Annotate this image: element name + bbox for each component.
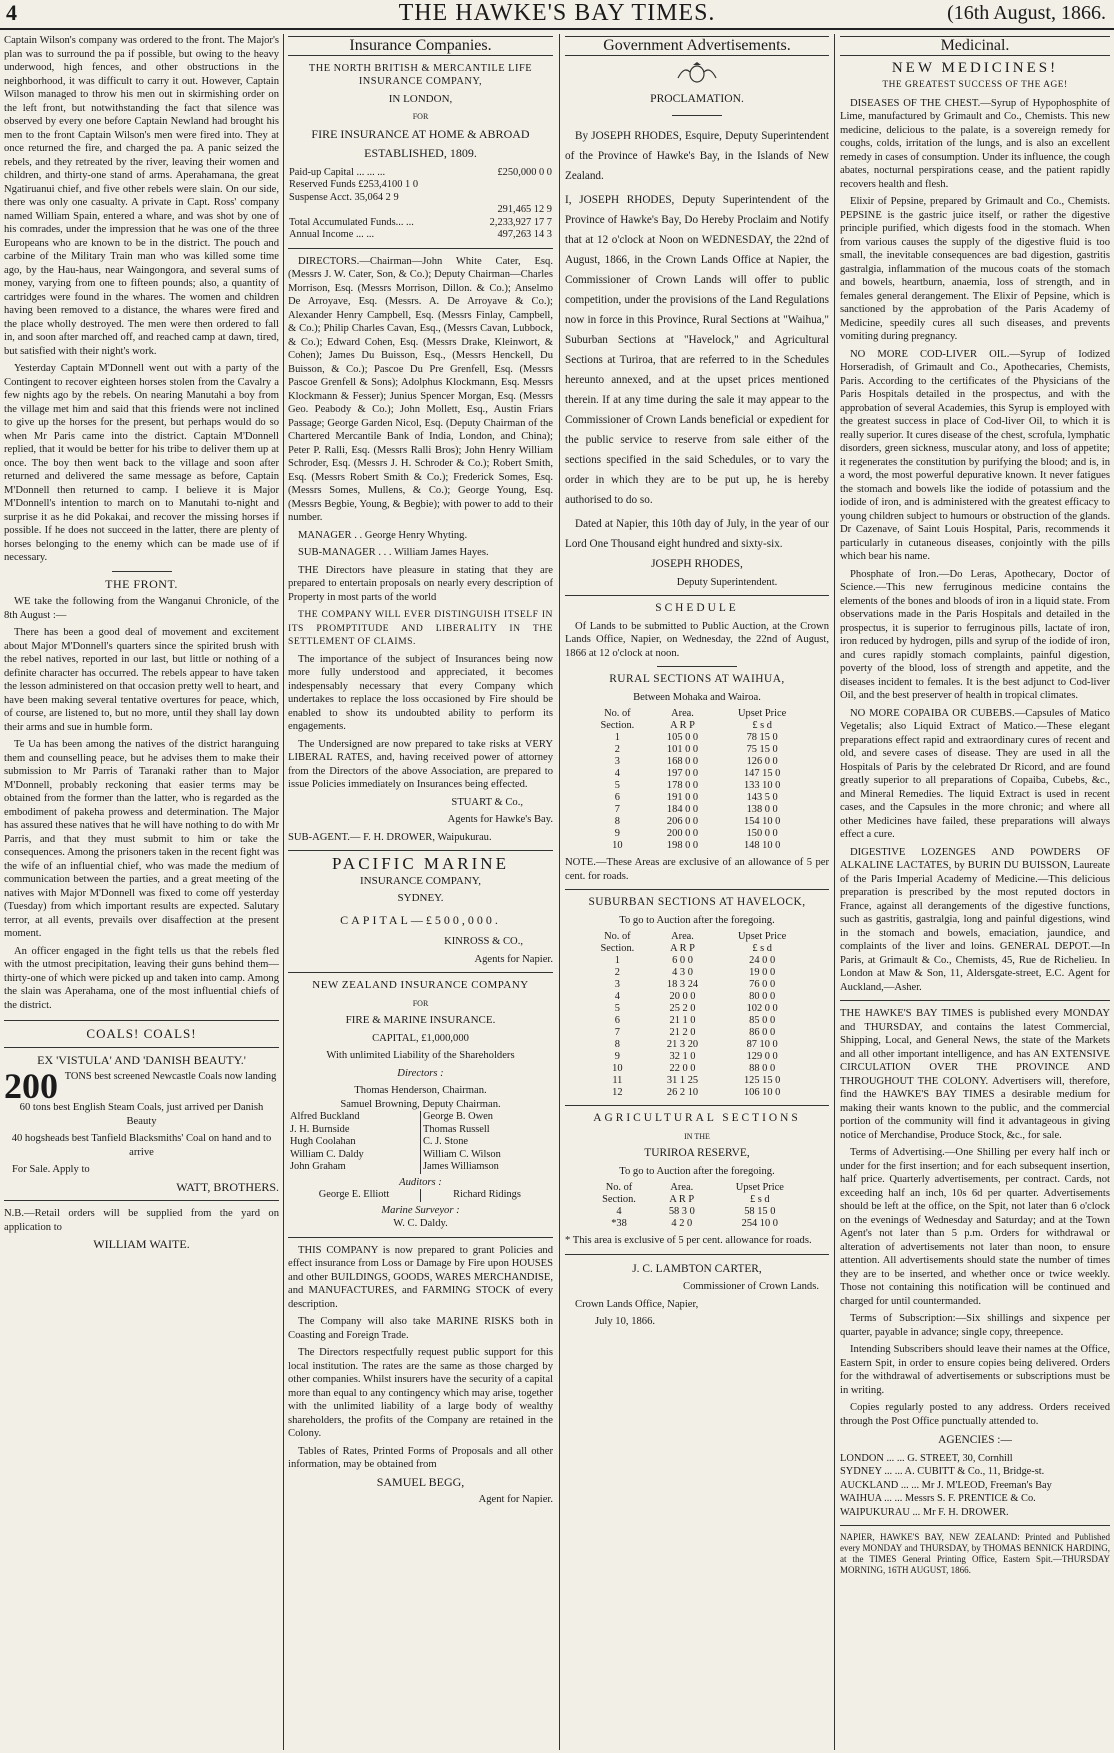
- table-cell: 4: [614, 768, 620, 779]
- director: J. H. Burnside: [290, 1123, 350, 1135]
- agent-detail: Agent for Napier.: [478, 1494, 553, 1505]
- table-cell: 148 10 0: [743, 840, 781, 851]
- table-cell: 20 0 0: [669, 991, 696, 1002]
- fin-value: [466, 192, 553, 205]
- table-cell: 25 2 0: [669, 1003, 696, 1014]
- table-row: [583, 816, 810, 828]
- table-cell: 2: [614, 967, 620, 978]
- ad-rule: [565, 1254, 829, 1255]
- table-cell: 197 0 0: [666, 768, 699, 779]
- table-row: [288, 167, 553, 180]
- company-for: FOR: [412, 998, 429, 1008]
- section-divider: [657, 666, 737, 667]
- medicine-paragraph: NO MORE COD-LIVER OIL.—Syrup of Iodized Horseradish, of Grimault and Co., Apothecaries, Chemists, Paris. According to the certificates of the Physicians of the Paris Hospitals detailed in the prospectus, and with the approbation of several Academies, this Syrup is employed with the greatest success in place of Cod-liver Oil, to which it is really superior. It cures disease of the chest, scrofula, lymphatic disorders, green sickness, muscular atony, and loss of appetite; it regenerates the constitution by purifying the blood; and is, in a word, the most powerful depurative known. It never fatigues the stomach and bowels like the iodide of potassium and the iodide of iron, and is administered with the greatest efficacy to young children subject to humours or obstruction of the glands. Dr Cazenave, of Saint Louis Hospital, Paris, recommends it particularly in cutaneous diseases, conjointly with the pills which bear his name.: [840, 348, 1110, 562]
- surveyor: W. C. Daldy.: [393, 1218, 448, 1229]
- table-cell: 80 0 0: [749, 991, 776, 1002]
- table-row: [288, 1161, 553, 1174]
- agency-line: AUCKLAND ... ... Mr J. M'LEOD, Freeman's Bay: [840, 1479, 1052, 1491]
- table-cell: 178 0 0: [666, 780, 699, 791]
- nz-insurance-ad: [288, 979, 553, 1507]
- company-capital: CAPITAL—£500,000.: [340, 912, 501, 927]
- fin-label: [288, 204, 466, 217]
- pacific-marine-ad: [288, 854, 553, 966]
- article-paragraph: Yesterday Captain M'Donnell went out with a party of the Contingent to recover eighteen horses stolen from the Cavalry a few nights ago by the rebels. On nearing Manutahi a boy from the village met him and said that this friends were not inclined to give up the horses for the present, but perhaps would do so when Mr Paris came into the district. Captain M'Donnell replied, that it would be better for his tribe to deliver them up at once. The boy then went back to the village and soon after returned and delivered the same message as before, Captain M'Donnell then returned to camp. I believe it is Major M'Donnell's intention to march on to Manutahi to-night and surprise it as he did Pokakai, and recover the missing horses if possible. If he does not succeed in the latter, there are plenty of horses belonging to the enemy which can be made use of if necessary.: [4, 363, 279, 563]
- news-column: [4, 34, 279, 1750]
- agent-name: KINROSS & CO.,: [444, 936, 523, 947]
- table-row: [288, 179, 553, 192]
- table-cell: 7: [614, 804, 620, 815]
- table-cell: 19 0 0: [749, 967, 776, 978]
- column-divider: [559, 34, 560, 1750]
- rural-heading: RURAL SECTIONS AT WAIHUA,: [609, 673, 785, 685]
- auditor: Richard Ridings: [421, 1189, 554, 1202]
- column-header: A R P: [669, 1194, 695, 1205]
- table-cell: 85 0 0: [749, 1015, 776, 1026]
- agencies-heading: AGENCIES :—: [938, 1434, 1012, 1446]
- table-cell: 106 10 0: [743, 1087, 781, 1098]
- table-cell: 6: [614, 792, 620, 803]
- office-date: July 10, 1866.: [595, 1316, 656, 1327]
- table-cell: 138 0 0: [746, 804, 778, 815]
- rural-subheading: Between Mohaka and Wairoa.: [633, 691, 761, 703]
- fin-value: £250,000 0 0: [497, 166, 552, 178]
- times-paragraph: Copies regularly posted to any address. Orders received through the Post Office punctually attended to.: [840, 1402, 1110, 1427]
- fin-label: Suspense Acct. 35,064 2 9: [289, 191, 399, 203]
- table-cell: 32 1 0: [669, 1051, 696, 1062]
- director: William C. Daldy: [290, 1148, 364, 1160]
- company-name: THE NORTH BRITISH & MERCANTILE LIFE INSURANCE COMPANY,: [308, 62, 533, 87]
- table-cell: 5: [614, 1003, 620, 1014]
- table-row: [583, 1218, 810, 1230]
- table-cell: 191 0 0: [666, 792, 699, 803]
- table-row: [583, 955, 810, 967]
- company-for: FOR: [412, 112, 429, 121]
- schedule-heading: SCHEDULE: [655, 602, 739, 614]
- table-row: [583, 1075, 810, 1087]
- proclamation-signature: JOSEPH RHODES,: [651, 558, 743, 570]
- directors-list: DIRECTORS.—Chairman—John White Cater, Esq. (Messrs J. W. Cater, Son, & Co.); Deputy Chairman—Charles Morrison, Esq. (Messrs Morrison, Dillon. & Co.); Anselmo De Arroyave, Esq. (Messrs. A. De Arroyave & Co.); Alexander Henry Campbell, Esq. (Messrs Finlay, Campbell, & Co.); Philip Charles Cavan, Esq., (Messrs Cavan, Lubbock, & Co.); Edward Cohen, Esq. (Messrs Drake, Kleinwort, & Cohen); James Du Buisson, Esq., (Messrs Henckell, Du Buisson, & Co.); Pascoe Du Pre Grenfell, Esq. (Messrs Pascoe Grenfell & Sons); Adolphus Klockmann, Esq. Messrs Klockmann & Fesser); Junius Spencer Morgan, Esq. (Messrs Geo. Peabody & Co.); John Mollett, Esq., Austin Friars Passage; George Garden Nicol, Esq. (Deputy Chairman of the Chartered Mercantile Bank of India, London, and China); Peter P. Ralli, Esq. (Messrs Ralli Bros); John Henry William Schroder, Esq. (Messrs J. H. Schroder & Co.); Robert Smith, Esq. (Messrs Robert Smith & Co.); Frederick Somes, Esq. (Messrs Somes, Mullens, & Co.); George Young, Esq. (Messrs Begbie, Young, & Begbie); with power to add to their number.: [288, 255, 553, 523]
- section-divider: [672, 115, 722, 116]
- schedule-description: Of Lands to be submitted to Public Auction, at the Crown Lands Office, Napier, on Wednesday, the 22nd of August, 1866 at 12 o'clock at noon.: [565, 620, 829, 659]
- article-paragraph: Te Ua has been among the natives of the district haranguing them and counselling peace, but he advises them to make their submission to Mr Parris of Taranaki rather than to Major M'Donnell, probably reckoning that easier terms may be obtained from the former than the latter, who is regarded as the embodiment of pakeha prowess and determination. The Major has assured these natives that he will have nothing to do with Mr Parris, and that they must submit to him or take the consequences. Among the prisoners taken in the recent fight was the wife of an influential chief, who was made the medium of communication between the parties, and a great meeting of the natives with Major M'Donnell was fixed to come off yesterday (Tuesday) from which important results are expected. Salutary terror, at all events, prevails over disaffection at the present moment.: [4, 739, 279, 939]
- table-row: [288, 1124, 553, 1137]
- subagent-line: SUB-AGENT.— F. H. DROWER, Waipukurau.: [288, 831, 492, 843]
- table-row: [583, 804, 810, 816]
- table-cell: 102 0 0: [746, 1003, 778, 1014]
- proclamation-title: PROCLAMATION.: [650, 91, 744, 105]
- surveyor-heading: Marine Surveyor :: [381, 1204, 460, 1216]
- coals-heading: COALS! COALS!: [86, 1026, 197, 1041]
- column-header: £ s d: [750, 1194, 770, 1205]
- ad-rule: [4, 1047, 279, 1048]
- times-paragraph: Terms of Subscription:—Six shillings and sixpence per quarter, payable in advance; single copy, threepence.: [840, 1313, 1110, 1338]
- proclamation-dated: Dated at Napier, this 10th day of July, in the year of our Lord One Thousand eight hundred and sixty-six.: [565, 518, 829, 550]
- column-header: A R P: [670, 720, 695, 731]
- column-header: Area.: [671, 708, 694, 719]
- company-city: SYDNEY.: [397, 892, 444, 904]
- medicine-paragraph: DISEASES OF THE CHEST.—Syrup of Hypophosphite of Lime, manufactured by Grimault and Co., Chemists. This new medicine, delicious to the palate, is a sovereign remedy for coughs, colds, irritation of the lungs, and is also an excellent remedy in cases of consumption. Under its influence, the cough abates, nocturnal perspirations cease, and the patient rapidly recovers health and flesh.: [840, 97, 1110, 190]
- deputy-chairman: Samuel Browning, Deputy Chairman.: [340, 1098, 501, 1110]
- table-row: [583, 840, 810, 852]
- ad-rule: [288, 972, 553, 973]
- director: Hugh Coolahan: [290, 1136, 356, 1147]
- ad-rule: [4, 1020, 279, 1021]
- north-british-ad: [288, 62, 553, 845]
- column-header: Section.: [602, 1194, 636, 1205]
- table-cell: 4: [614, 991, 620, 1002]
- ad-paragraph: The Undersigned are now prepared to take risks at VERY LIBERAL RATES, and, having received power of attorney from the Directors of the above Association, are prepared to issue Policies immediately on Insurances being effected.: [288, 738, 553, 790]
- ad-paragraph: THIS COMPANY is now prepared to grant Policies and effect insurance from Loss or Damage by Fire upon HOUSES and other BUILDINGS, GOODS, WARES MERCHANDISE, and MANUFACTURES, and FARMING STOCK of every description.: [288, 1244, 553, 1310]
- table-cell: 154 10 0: [743, 816, 781, 827]
- auditor: George E. Elliott: [318, 1189, 390, 1200]
- table-row: [288, 217, 553, 230]
- director: George B. Owen: [421, 1111, 554, 1124]
- agent-name: STUART & Co.,: [451, 796, 523, 808]
- table-cell: 10: [612, 1063, 623, 1074]
- table-cell: 4 2 0: [671, 1218, 693, 1229]
- table-row: [583, 744, 810, 756]
- table-header-row: [583, 1182, 810, 1194]
- insurance-column: [288, 34, 553, 1750]
- table-cell: 11: [612, 1075, 623, 1086]
- company-city: IN LONDON,: [388, 92, 453, 105]
- company-established: ESTABLISHED, 1809.: [364, 146, 477, 160]
- table-cell: 22 0 0: [669, 1063, 696, 1074]
- table-cell: 133 10 0: [743, 780, 781, 791]
- table-cell: 129 0 0: [746, 1051, 778, 1062]
- coals-advertisement: [4, 1027, 279, 1252]
- table-cell: 168 0 0: [666, 756, 699, 767]
- table-cell: 6: [614, 1015, 620, 1026]
- table-header-row: [583, 1194, 810, 1206]
- ad-rule: [840, 1525, 1110, 1526]
- fin-value: 291,465 12 9: [497, 204, 552, 215]
- agency-line: WAIPUKURAU ... Mr F. H. DROWER.: [840, 1506, 1009, 1518]
- table-cell: 3: [614, 756, 620, 767]
- table-cell: 5: [614, 780, 620, 791]
- table-row: [583, 1039, 810, 1051]
- agency-line: LONDON ... ... G. STREET, 30, Cornhill: [840, 1452, 1013, 1464]
- auditors-heading: Auditors :: [399, 1176, 442, 1188]
- times-paragraph: Terms of Advertising.—One Shilling per every half inch or under for the first insertion; and for each subsequent insertion, half price. Quarterly advertisements, per contract. Cards, not exceeding half an inch, 10s 6d per quarter. Advertisements should be left at the office, on the Spit, not later than 6 o'clock on the evenings of Wednesday and Saturday; and at the Town Agent's not later than 5 p.m. Orders for withdrawal or alteration of advertisements not later than noon, to ensure attention. All advertisements should state the number of times they are to be inserted, and whether once or twice weekly. Those not containing this notification will be continued and charged for until countermanded.: [840, 1147, 1110, 1307]
- table-cell: 206 0 0: [666, 816, 699, 827]
- table-row: [288, 192, 553, 205]
- masthead-rule: [0, 28, 1114, 30]
- column-header: A R P: [670, 943, 695, 954]
- table-row: [583, 1003, 810, 1015]
- table-cell: 6 0 0: [672, 955, 693, 966]
- commissioner-title: Commissioner of Crown Lands.: [683, 1281, 819, 1292]
- table-row: [288, 204, 553, 217]
- column-divider: [283, 34, 284, 1750]
- table-cell: 26 2 10: [666, 1087, 699, 1098]
- table-cell: 150 0 0: [746, 828, 778, 839]
- agent-detail: Agents for Napier.: [474, 953, 553, 965]
- ad-paragraph: THE Directors have pleasure in stating that they are prepared to entertain proposals on nearly every description of Property in most parts of the world: [288, 564, 553, 603]
- table-row: [583, 828, 810, 840]
- coals-line: 40 hogsheads best Tanfield Blacksmiths' Coal on hand and to arrive: [11, 1133, 272, 1158]
- agricultural-table: [583, 1182, 810, 1230]
- table-row: [288, 1189, 553, 1202]
- table-cell: 101 0 0: [666, 744, 699, 755]
- table-row: [583, 768, 810, 780]
- fin-value: [466, 179, 553, 192]
- company-capital: CAPITAL, £1,000,000: [372, 1032, 469, 1044]
- suburban-heading: SUBURBAN SECTIONS AT HAVELOCK,: [588, 896, 806, 908]
- article-paragraph: There has been a good deal of movement and excitement about Major M'Donnell's quarters since the spirited brush with the rebel natives, reported in our last, but little or nothing of a definite character has occurred. The rebels appear to have taken the lesson administered on that occasion pretty well to heart, and have been making several tentative overtures for peace, which, of course, are listened to, but no more, until they shall lay down their arms and sue in humble form.: [4, 627, 279, 733]
- new-medicines-heading: NEW MEDICINES!: [891, 59, 1059, 76]
- column-header: £ s d: [752, 720, 772, 731]
- table-cell: 88 0 0: [749, 1063, 776, 1074]
- column-divider: [834, 34, 835, 1750]
- table-cell: 8: [614, 816, 620, 827]
- table-cell: 1: [614, 955, 620, 966]
- greatest-success: THE GREATEST SUCCESS OF THE AGE!: [882, 80, 1068, 90]
- column-header: No. of: [604, 708, 631, 719]
- directors-heading: Directors :: [397, 1067, 444, 1079]
- table-row: [583, 967, 810, 979]
- office-line: Crown Lands Office, Napier,: [575, 1298, 699, 1310]
- table-cell: 125 15 0: [743, 1075, 781, 1086]
- table-row: [583, 1051, 810, 1063]
- table-row: [583, 732, 810, 744]
- agricultural-table-body: [583, 1206, 810, 1230]
- table-cell: 58 15 0: [744, 1206, 776, 1217]
- auditors-table: [288, 1189, 553, 1202]
- agricultural-heading: AGRICULTURAL SECTIONS: [593, 1112, 801, 1124]
- table-header-row: [583, 708, 810, 720]
- column-heading: Insurance Companies.: [288, 36, 553, 56]
- table-cell: 126 0 0: [746, 756, 778, 767]
- manager-line: MANAGER . . George Henry Whyting.: [298, 529, 468, 541]
- column-header: No. of: [604, 931, 631, 942]
- table-cell: 75 15 0: [746, 744, 778, 755]
- ad-rule: [288, 850, 553, 851]
- table-cell: 9: [614, 828, 620, 839]
- agency-line: SYDNEY ... ... A. CUBITT & Co., 11, Bridge-st.: [840, 1466, 1045, 1477]
- table-cell: 143 5 0: [746, 792, 778, 803]
- director: John Graham: [290, 1161, 346, 1172]
- rural-table-body: [583, 732, 810, 852]
- coals-sale: For Sale. Apply to: [12, 1164, 90, 1175]
- ad-paragraph: The Directors respectfully request public support for this local institution. The rates are the same as those charged by other companies. Whilst insurers have the security of a capital more than equal to any contingency which may arise, together with the unlimited liability of a large body of wealthy shareholders, the profits of the Company are retained in the Colony.: [288, 1347, 553, 1439]
- coals-note: N.B.—Retail orders will be supplied from the yard on application to: [4, 1208, 279, 1233]
- commissioner-name: J. C. LAMBTON CARTER,: [632, 1262, 762, 1275]
- company-detail: INSURANCE COMPANY,: [359, 874, 482, 887]
- table-cell: 9: [614, 1051, 620, 1062]
- ad-paragraph: Tables of Rates, Printed Forms of Proposals and all other information, may be obtained from: [288, 1445, 553, 1470]
- proclamation-intro: By JOSEPH RHODES, Esquire, Deputy Superintendent of the Province of Hawke's Bay, in the Islands of New Zealand.: [565, 130, 829, 182]
- table-cell: 147 15 0: [743, 768, 781, 779]
- table-row: [583, 1063, 810, 1075]
- table-cell: 87 10 0: [746, 1039, 778, 1050]
- table-header-row: [583, 931, 810, 943]
- table-row: [583, 1087, 810, 1099]
- fin-value: 2,233,927 17 7: [489, 216, 552, 228]
- fin-value: 497,263 14 3: [497, 229, 552, 240]
- table-row: [583, 991, 810, 1003]
- ad-rule: [565, 1105, 829, 1106]
- column-heading: Medicinal.: [840, 36, 1110, 56]
- table-header-row: [583, 943, 810, 955]
- table-cell: 12: [612, 1087, 623, 1098]
- article-paragraph: WE take the following from the Wanganui Chronicle, of the 8th August :—: [4, 596, 279, 621]
- agricultural-in: IN THE: [684, 1131, 710, 1141]
- table-row: [583, 1206, 810, 1218]
- table-cell: 198 0 0: [666, 840, 699, 851]
- table-row: [583, 1027, 810, 1039]
- table-cell: 3: [614, 979, 620, 990]
- fin-label: Total Accumulated Funds... ...: [289, 216, 414, 228]
- table-row: [583, 780, 810, 792]
- government-column: [565, 34, 829, 1750]
- funds-table: [288, 167, 553, 242]
- column-header: Section.: [600, 720, 635, 731]
- coals-subheading: EX 'VISTULA' AND 'DANISH BEAUTY.': [37, 1052, 246, 1067]
- table-row: [583, 979, 810, 991]
- proclamation-signature-title: Deputy Superintendent.: [676, 576, 778, 588]
- table-cell: 200 0 0: [666, 828, 699, 839]
- table-cell: 7: [614, 1027, 620, 1038]
- medicinal-column: [840, 34, 1110, 1750]
- table-cell: 21 3 20: [666, 1039, 699, 1050]
- fin-label: Reserved Funds £253,4100 1 0: [289, 179, 419, 190]
- coals-line: 60 tons best English Steam Coals, just arrived per Danish Beauty: [19, 1102, 264, 1127]
- table-row: [288, 229, 553, 242]
- column-header: Area.: [671, 931, 694, 942]
- newspaper-title: THE HAWKE'S BAY TIMES.: [398, 0, 716, 26]
- suburban-table-body: [583, 955, 810, 1099]
- coals-waite: WILLIAM WAITE.: [93, 1237, 190, 1251]
- times-paragraph: Intending Subscribers should leave their names at the Office, Eastern Spit, in order to ensure copies being delivered. Orders for the withdrawal of advertisements or subscriptions must be in writing.: [840, 1344, 1110, 1396]
- company-name: NEW ZEALAND INSURANCE COMPANY: [312, 979, 529, 991]
- coals-firm: WATT, BROTHERS.: [176, 1179, 279, 1194]
- table-row: [583, 756, 810, 768]
- column-header: Upset Price: [735, 1182, 784, 1193]
- agency-line: WAIHUA ... ... Messrs S. F. PRENTICE & Co.: [840, 1493, 1036, 1504]
- ad-paragraph: The importance of the subject of Insurances being now more fully understood and appreciated, it becomes indespensably necessary that every Company which undertakes to replace the loss occasioned by Fire should be enabled to show its undoubted ability to perform its engagements.: [288, 653, 553, 732]
- agent-name: SAMUEL BEGG,: [376, 1474, 465, 1489]
- table-cell: 24 0 0: [749, 955, 776, 966]
- table-header-row: [583, 720, 810, 732]
- table-cell: 31 1 25: [666, 1075, 699, 1086]
- medicine-paragraph: DIGESTIVE LOZENGES AND POWDERS OF ALKALINE LACTATES, by BURIN DU BUISSON, Laureate of the Paris Imperial Academy of Medicine.—This delicious preparation is prescribed by the most reputed doctors in France, against all derangements of the digestive functions, such as gastritis, gastralgia, long and painful digestions, wind in the stomach and bowels, emaciation, jaundice, and complaints of the liver and loins. GENERAL DEPOT.—In Paris, at Grimault & Co., Chemists, 45, Rue de Richelieu. In London at Maw & Son, 11, Aldersgate-street, E.C. Agent for Auckland,—Asher.: [840, 846, 1110, 993]
- imprint: NAPIER, HAWKE'S BAY, NEW ZEALAND: Printed and Published every MONDAY and THURSDAY, by THOMAS BENNICK HARDING, at the TIMES General Printing Office, Eastern Spit.—THURSDAY MORNING, 16TH AUGUST, 1866.: [840, 1532, 1110, 1575]
- ad-rule: [840, 1000, 1110, 1001]
- submanager-line: SUB-MANAGER . . . William James Hayes.: [298, 547, 489, 558]
- ad-rule: [4, 1200, 279, 1201]
- table-cell: 58 3 0: [668, 1206, 695, 1217]
- table-cell: 105 0 0: [666, 732, 699, 743]
- agricultural-subheading: To go to Auction after the foregoing.: [619, 1165, 775, 1177]
- medicine-paragraph: Phosphate of Iron.—Do Leras, Apothecary, Doctor of Science.—This new ferruginous medicine contains the elements of the bones and bloods of iron in a liquid state. From observations made in the Paris Hospitals and detailed in the prospectus, it is superior to ferruginous pills, lactate of iron, iron reduced by hydrogen, pills and syrup of the iodide of iron, and cures rapidly stomach complaints, painful digestion, poverty of the blood, loss of strength and appetite, and the diseases incident to females. It is the best adjunct to Cod-liver Oil, and the best preserver of health in tropical climates.: [840, 568, 1110, 701]
- table-cell: 78 15 0: [746, 732, 778, 743]
- table-cell: 4 3 0: [672, 967, 693, 978]
- fin-label: Annual Income ... ...: [289, 229, 375, 240]
- column-header: Upset Price: [738, 931, 787, 942]
- table-cell: 2: [614, 744, 620, 755]
- table-cell: 86 0 0: [749, 1027, 776, 1038]
- coals-quantity: 200: [4, 1066, 58, 1106]
- medicine-paragraph: NO MORE COPAIBA OR CUBEBS.—Capsules of Matico Vegetalis; also Liquid Extract of Matico.—These elegant preparations effect rapid and extraordinary cures of recent and old, and severe cases of disease. They are used in all the Hospitals of Paris by the celebrated Dr Ricord, and are found greatly superior to all preparations of Copaiba, Cubebs, &c., and Mineral Remedies. The liquid Extract is used in recent cases, and the Capsules in the more chronic; and where all other Medicines have failed, these preparations will always effect a cure.: [840, 707, 1110, 840]
- table-row: [288, 1111, 553, 1124]
- table-row: [583, 792, 810, 804]
- director: James Williamson: [421, 1161, 554, 1174]
- rural-note: NOTE.—These Areas are exclusive of an allowance of 5 per cent. for roads.: [565, 857, 829, 882]
- suburban-table: [583, 931, 810, 1099]
- ad-rule: [565, 595, 829, 596]
- column-header: Section.: [600, 943, 635, 954]
- page-number: 4: [6, 0, 17, 25]
- company-liability: With unlimited Liability of the Shareholders: [326, 1050, 515, 1061]
- masthead: [0, 0, 1114, 34]
- table-cell: 4: [616, 1206, 622, 1217]
- director: Thomas Russell: [421, 1124, 554, 1137]
- directors-table: [288, 1111, 553, 1174]
- table-row: [583, 1015, 810, 1027]
- column-header: No. of: [605, 1182, 633, 1193]
- ad-paragraph: THE COMPANY WILL EVER DISTINGUISH ITSELF IN ITS PROMPTITUDE AND LIBERALITY IN THE SETTLEMENT OF CLAIMS.: [288, 609, 553, 647]
- medicine-paragraph: Elixir of Pepsine, prepared by Grimault and Co., Chemists. PEPSINE is the gastric juice itself, or rather the digestive principle purified, which digests food in the stomach. When from various causes the supply of the digestive fluid is too small, the inevitable consequences are bad digestion, gastritis gastralgia, inflammation of the mucous coats of the stomach and bowels, heartburn, anaemia, loss of strength, and in females general derangement. The Elixir of Pepsine, which is sanctioned by the approbation of the Paris Academy of Medicine, speedily cures all such diseases, and prevents vomiting during pregnancy.: [840, 196, 1110, 342]
- agricultural-reserve: TURIROA RESERVE,: [644, 1147, 750, 1159]
- column-header: £ s d: [752, 943, 772, 954]
- ad-rule: [288, 248, 553, 249]
- table-row: [288, 1136, 553, 1149]
- table-cell: 254 10 0: [741, 1218, 778, 1229]
- table-cell: 184 0 0: [666, 804, 699, 815]
- agent-detail: Agents for Hawke's Bay.: [447, 814, 553, 825]
- director: C. J. Stone: [421, 1136, 554, 1149]
- coals-line: TONS best screened Newcastle Coals now landing: [64, 1071, 277, 1082]
- table-cell: 18 3 24: [666, 979, 699, 990]
- table-cell: 10: [612, 840, 623, 851]
- times-paragraph: THE HAWKE'S BAY TIMES is published every MONDAY and THURSDAY, and contains the latest Commercial, Shipping, Local, and General News, the state of the Markets and all other important intelligence, and has AN EXTENSIVE CIRCULATION OVER THE PROVINCE AND THROUGHOUT THE COLONY. Advertisers will, therefore, find the HAWKE'S BAY TIMES a desirable medium for making their wants known to the public, and the commercial portion of the community will find it advantageous in giving notice of Merchandise, Produce Stock, &c., for sale.: [840, 1008, 1110, 1141]
- table-cell: 21 1 0: [669, 1015, 696, 1026]
- article-paragraph: Captain Wilson's company was ordered to the front. The Major's plan was to surround the pa if possible, but owing to the heavy underwood, high fences, and other obstructions in the neighborhood, it was difficult to carry it out. However, Captain Wilson managed to throw his men out in skirmishing order on the left front, but notwithstanding the fact that silence was observed by every one before Captain Newland had brought his men to the front Captain Wilson's men were fired into. They at once returned the fire, and charged the pa. A panic seized the rebels, and they retreated by the river, leaving their women and children, and thirty-one stand of arms. Aperahamana, the great Ngatiruanui chief, and five other rebels were slain. On our side, there was only one casualty. A private in Capt. Ross' company named William Spain, entered a whare, and was shot by one of his comrades, under the impression that he was one of the three Europeans who are known to be in the district. The pouch and carbine of the Military Train man who was killed some time ago, by the Hau-haus, near Waingongora, and several sums of money, varying from one to fifteen pounds; also, a quantity of cartridges were found in the whares. The women and children having been removed to a distance, the whares were fired and the place wholly destroyed. The men were then ordered to fall in, and soon after marched off, and reached camp at dawn, tired, but satisfied with their night's work.: [4, 35, 279, 357]
- coals-tons: [4, 1066, 279, 1106]
- front-heading: THE FRONT.: [105, 576, 178, 591]
- table-cell: 8: [614, 1039, 620, 1050]
- issue-date: (16th August, 1866.: [947, 2, 1106, 24]
- section-divider: [112, 571, 172, 572]
- rural-table: [583, 708, 810, 852]
- proclamation-body: I, JOSEPH RHODES, Deputy Superintendent of the Province of Hawke's Bay, Do Hereby Proclaim and Notify that at 12 o'clock at Noon on WEDNESDAY, the 22nd of August, 1866, in the Crown Lands Office at Napier, the Commissioner of Crown Lands will offer to public competition, under the provisions of the Land Regulations now in force in this Province, Rural Sections at "Waihua," Suburban Sections at "Havelock," and Agricultural Sections at Turiroa, that are referred to in the Schedules hereunto annexed, and at the upset prices mentioned therein. If at any time during the sale it may appear to the Commissioner of Crown Lands beneficial or expedient for the public service to reserve from sale either of the sections specified in the said Schedules, or to vary the order in which they are to be put up, he is hereby authorised to do so.: [565, 194, 829, 506]
- column-header: Upset Price: [738, 708, 787, 719]
- ad-paragraph: The Company will also take MARINE RISKS both in Coasting and Foreign Trade.: [288, 1316, 553, 1341]
- table-cell: 76 0 0: [749, 979, 776, 990]
- royal-crest-icon: [674, 62, 720, 84]
- ad-rule: [288, 1237, 553, 1238]
- fin-label: Paid-up Capital ... ... ...: [289, 166, 386, 178]
- table-row: [288, 1149, 553, 1162]
- column-header: Area.: [670, 1182, 694, 1193]
- chairman: Thomas Henderson, Chairman.: [354, 1085, 487, 1096]
- article-paragraph: An officer engaged in the fight tells us that the rebels fled with the utmost precipitation, leaving their guns behind them—thirty-one of which were picked up and taken into camp. Among the slain was Aperahama, one of the most influential chiefs of the district.: [4, 945, 279, 1011]
- table-cell: 21 2 0: [669, 1027, 696, 1038]
- column-heading: Government Advertisements.: [565, 36, 829, 56]
- table-cell: 1: [614, 732, 620, 743]
- suburban-subheading: To go to Auction after the foregoing.: [619, 914, 775, 926]
- table-cell: *38: [611, 1218, 627, 1229]
- company-fire: FIRE INSURANCE AT HOME & ABROAD: [311, 126, 530, 141]
- ad-rule: [565, 889, 829, 890]
- agricultural-note: * This area is exclusive of 5 per cent. allowance for roads.: [565, 1235, 812, 1246]
- company-name: PACIFIC MARINE: [332, 854, 509, 873]
- director: William C. Wilson: [421, 1149, 554, 1162]
- company-detail: FIRE & MARINE INSURANCE.: [345, 1014, 496, 1026]
- director: Alfred Buckland: [290, 1111, 360, 1122]
